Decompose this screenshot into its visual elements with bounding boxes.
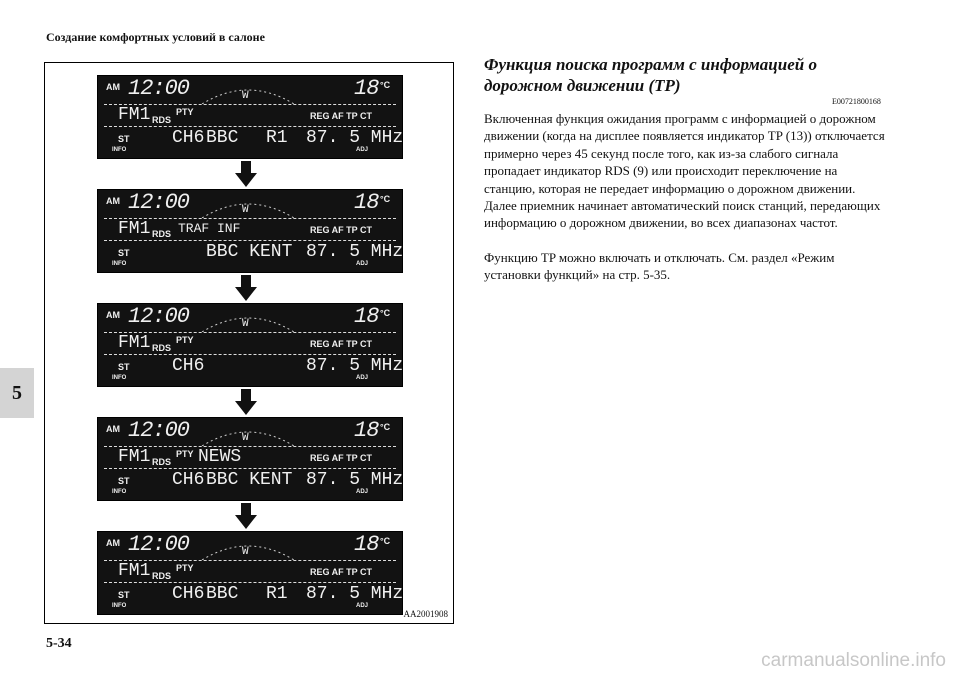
station-name: BBC [206,584,239,604]
am-label: AM [106,424,120,434]
adj-label: ADJ [356,375,369,381]
info-label: INFO [112,261,127,267]
signal-dial-icon [198,196,298,218]
rds-indicator: RDS [152,229,172,239]
figure-code: AA2001908 [403,609,448,619]
clock: 12:00 [128,418,190,443]
svg-text:W: W [242,432,249,444]
divider [104,582,396,583]
band: FM1 [118,333,151,353]
temperature-unit: °C [380,80,391,90]
temperature: 18 [354,532,379,557]
preset: R1 [266,584,288,604]
signal-dial-icon [198,82,298,104]
channel: CH6 [172,356,205,376]
adj-label: ADJ [356,489,369,495]
clock: 12:00 [128,190,190,215]
temperature-unit: °C [380,308,391,318]
frequency: 87. 5 MHz [306,356,404,376]
temperature: 18 [354,304,379,329]
section-body [484,110,889,284]
chapter-tab: 5 [0,368,34,418]
band: FM1 [118,105,151,125]
temperature-unit: °C [380,536,391,546]
band: FM1 [118,447,151,467]
section-code: E00721800168 [832,97,881,106]
stereo-indicator: ST [118,248,130,258]
svg-text:W: W [242,546,249,558]
clock: 12:00 [128,304,190,329]
channel: CH6 [172,584,205,604]
figure [44,62,454,624]
reg-af-tp-ct-flags: REG AF TP CT [310,567,373,577]
band: FM1 [118,219,151,239]
temperature: 18 [354,418,379,443]
preset: R1 [266,128,288,148]
reg-af-tp-ct-flags: REG AF TP CT [310,111,373,121]
rds-indicator: RDS [152,457,172,467]
radio-display-1 [97,75,403,159]
frequency: 87. 5 MHz [306,470,404,490]
radio-display-3 [97,303,403,387]
reg-af-tp-ct-flags: REG AF TP CT [310,225,373,235]
station-name: BBC KENT [206,470,293,490]
stereo-indicator: ST [118,590,130,600]
page-header: Создание комфортных условий в салоне [46,30,265,44]
adj-label: ADJ [356,147,369,153]
reg-af-tp-ct-flags: REG AF TP CT [310,339,373,349]
frequency: 87. 5 MHz [306,584,404,604]
divider [104,468,396,469]
channel: CH6 [172,470,205,490]
info-label: INFO [112,489,127,495]
temperature: 18 [354,190,379,215]
station-name: BBC KENT [206,242,293,262]
divider [104,240,396,241]
info-label: INFO [112,147,127,153]
temperature-unit: °C [380,194,391,204]
svg-text:W: W [242,90,249,102]
info-label: INFO [112,375,127,381]
clock: 12:00 [128,76,190,101]
down-arrow-icon [235,161,257,187]
am-label: AM [106,310,120,320]
adj-label: ADJ [356,603,369,609]
rds-indicator: RDS [152,343,172,353]
rds-indicator: RDS [152,571,172,581]
frequency: 87. 5 MHz [306,242,404,262]
paragraph: Включенная функция ожидания программ с информацией о дорожном движении (когда на дисплее появляется индикатор TP (13)) отключается примерно через 45 секунд после того, как из-за слабого сигнала пропадает индикатор RDS (9) или происходит переключение на станцию, которая не передает информацию о дорожном движении. Далее приемник начинает автоматический поиск станций, передающих информацию о дорожном движении, во всех диапазонах частот. [484,111,885,231]
stereo-indicator: ST [118,134,130,144]
down-arrow-icon [235,503,257,529]
temperature-unit: °C [380,422,391,432]
divider [104,126,396,127]
watermark: carmanualsonline.info [761,650,946,671]
traffic-info-indicator: TRAF INF [178,221,241,236]
rds-indicator: RDS [152,115,172,125]
page-number: 5-34 [46,636,72,651]
paragraph: Функцию TP можно включать и отключать. См. раздел «Режим установки функций» на стр. 5-35. [484,249,835,283]
svg-text:W: W [242,204,249,216]
am-label: AM [106,82,120,92]
channel: CH6 [172,128,205,148]
down-arrow-icon [235,275,257,301]
band: FM1 [118,561,151,581]
station-name: BBC [206,128,239,148]
am-label: AM [106,196,120,206]
am-label: AM [106,538,120,548]
adj-label: ADJ [356,261,369,267]
pty-indicator: PTY [176,563,194,573]
radio-display-2 [97,189,403,273]
clock: 12:00 [128,532,190,557]
down-arrow-icon [235,389,257,415]
radio-display-5 [97,531,403,615]
pty-indicator: PTY [176,107,194,117]
stereo-indicator: ST [118,476,130,486]
info-label: INFO [112,603,127,609]
temperature: 18 [354,76,379,101]
stereo-indicator: ST [118,362,130,372]
frequency: 87. 5 MHz [306,128,404,148]
news-indicator: NEWS [198,447,242,467]
pty-indicator: PTY [176,335,194,345]
signal-dial-icon [198,538,298,560]
radio-display-4 [97,417,403,501]
signal-dial-icon [198,424,298,446]
svg-text:W: W [242,318,249,330]
signal-dial-icon [198,310,298,332]
pty-indicator: PTY [176,449,194,459]
reg-af-tp-ct-flags: REG AF TP CT [310,453,373,463]
divider [104,354,396,355]
section-title: Функция поиска программ с информацией о дорожном движении (TP) [484,55,817,95]
